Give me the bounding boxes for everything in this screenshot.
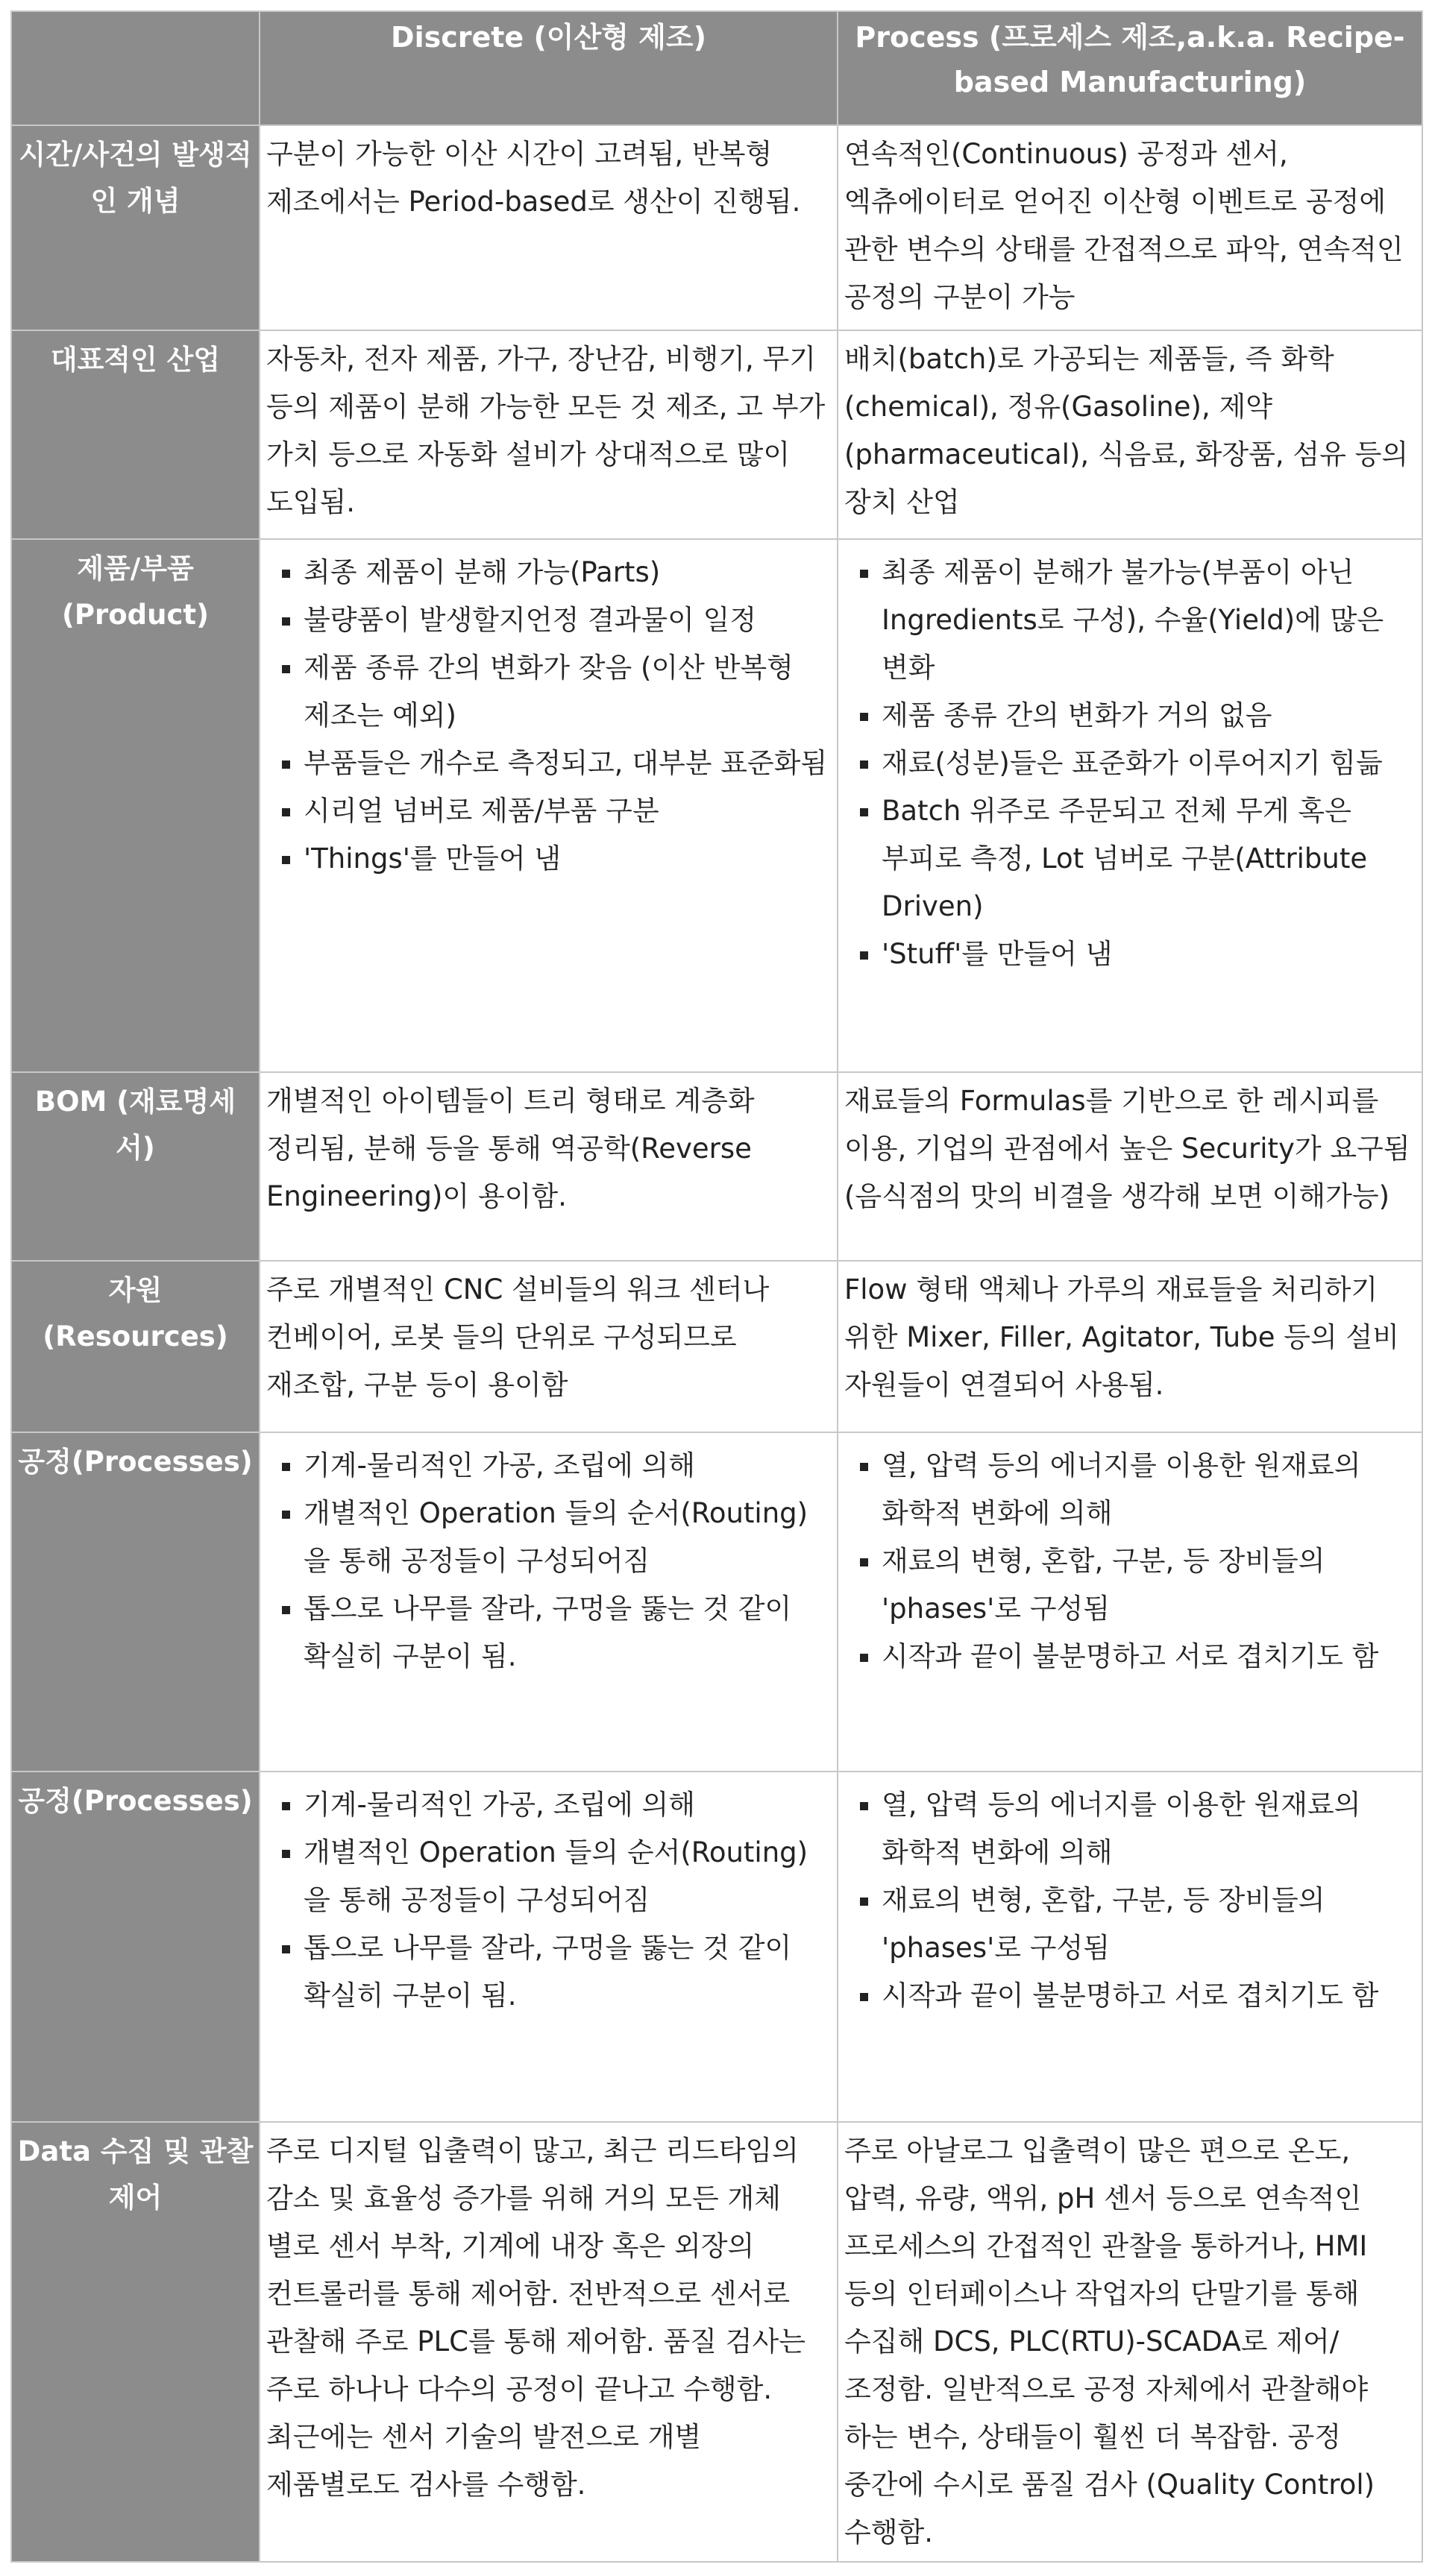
row-label: 자원(Resources) (11, 1261, 260, 1432)
row-label: 공정(Processes) (11, 1772, 260, 2122)
list-item: ▪ 재료의 변형, 혼합, 구분, 등 장비들의 'phases'로 구성됨 (882, 1537, 1416, 1633)
bullet-list (844, 1781, 1416, 2020)
process-cell: 연속적인(Continuous) 공정과 센서, 엑츄에이터로 얻어진 이산형 이벤트로 공정에 관한 변수의 상태를 간접적으로 파악, 연속적인 공정의 구분이 가능 (838, 125, 1422, 330)
list-item: ▪ 개별적인 Operation 들의 순서(Routing)을 통해 공정들이 구성되어짐 (304, 1829, 831, 1924)
list-item: ▪ 톱으로 나무를 잘라, 구멍을 뚫는 것 같이 확실히 구분이 됨. (304, 1924, 831, 2020)
bullet-list (844, 1442, 1416, 1681)
discrete-cell (260, 1772, 838, 2122)
list-item: ▪ 불량품이 발생할지언정 결과물이 일정 (304, 596, 831, 644)
row-label: 제품/부품 (Product) (11, 539, 260, 1072)
header-row (11, 11, 1422, 125)
list-item: ▪ 열, 압력 등의 에너지를 이용한 원재료의 화학적 변화에 의해 (882, 1442, 1416, 1537)
list-item: ▪ 기계-물리적인 가공, 조립에 의해 (304, 1781, 831, 1829)
discrete-cell (260, 539, 838, 1072)
discrete-cell: 개별적인 아이템들이 트리 형태로 계층화 정리됨, 분해 등을 통해 역공학(Reverse Engineering)이 용이함. (260, 1072, 838, 1261)
list-item: ▪ 최종 제품이 분해가 불가능(부품이 아닌 Ingredients로 구성), 수율(Yield)에 많은 변화 (882, 549, 1416, 692)
table-row (11, 539, 1422, 1072)
list-item: ▪ 제품 종류 간의 변화가 잦음 (이산 반복형 제조는 예외) (304, 644, 831, 740)
header-corner (11, 11, 260, 125)
row-label: 대표적인 산업 (11, 330, 260, 539)
list-item: ▪ 제품 종류 간의 변화가 거의 없음 (882, 692, 1416, 740)
table-row (11, 1072, 1422, 1261)
list-item: ▪ 기계-물리적인 가공, 조립에 의해 (304, 1442, 831, 1490)
row-label: Data 수집 및 관찰 제어 (11, 2122, 260, 2562)
header-discrete: Discrete (이산형 제조) (260, 11, 838, 125)
process-cell: 재료들의 Formulas를 기반으로 한 레시피를 이용, 기업의 관점에서 높은 Security가 요구됨(음식점의 맛의 비결을 생각해 보면 이해가능) (838, 1072, 1422, 1261)
table-row (11, 330, 1422, 539)
process-cell (838, 1432, 1422, 1772)
list-item: ▪ 최종 제품이 분해 가능(Parts) (304, 549, 831, 596)
discrete-cell: 주로 개별적인 CNC 설비들의 워크 센터나 컨베이어, 로봇 들의 단위로 구성되므로 재조합, 구분 등이 용이함 (260, 1261, 838, 1432)
discrete-cell: 주로 디지털 입출력이 많고, 최근 리드타임의 감소 및 효율성 증가를 위해 거의 모든 개체 별로 센서 부착, 기계에 내장 혹은 외장의 컨트롤러를 통해 제어함. 전반적으로 센서로 관찰해 주로 PLC를 통해 제어함. 품질 검사는 주로 하나나 다수의 공정이 끝나고 수행함. 최근에는 센서 기술의 발전으로 개별 제품별로도 검사를 수행함. (260, 2122, 838, 2562)
list-item: ▪ 재료의 변형, 혼합, 구분, 등 장비들의 'phases'로 구성됨 (882, 1877, 1416, 1972)
list-item: ▪ Batch 위주로 주문되고 전체 무게 혹은 부피로 측정, Lot 넘버로 구분(Attribute Driven) (882, 787, 1416, 930)
row-label: BOM (재료명세서) (11, 1072, 260, 1261)
bullet-list (266, 1442, 831, 1681)
process-cell: 배치(batch)로 가공되는 제품들, 즉 화학(chemical), 정유(Gasoline), 제약(pharmaceutical), 식음료, 화장품, 섬유 등의 장치 산업 (838, 330, 1422, 539)
list-item: ▪ 시리얼 넘버로 제품/부품 구분 (304, 787, 831, 835)
list-item: ▪ 열, 압력 등의 에너지를 이용한 원재료의 화학적 변화에 의해 (882, 1781, 1416, 1877)
bullet-list (266, 1781, 831, 2020)
row-label: 공정(Processes) (11, 1432, 260, 1772)
process-cell: 주로 아날로그 입출력이 많은 편으로 온도, 압력, 유량, 액위, pH 센서 등으로 연속적인 프로세스의 간접적인 관찰을 통하거나, HMI 등의 인터페이스나 작업자의 단말기를 통해 수집해 DCS, PLC(RTU)-SCADA로 제어/조정함. 일반적으로 공정 자체에서 관찰해야 하는 변수, 상태들이 훨씬 더 복잡함. 공정 중간에 수시로 품질 검사 (Quality Control) 수행함. (838, 2122, 1422, 2562)
list-item: ▪ 시작과 끝이 불분명하고 서로 겹치기도 함 (882, 1972, 1416, 2020)
process-cell (838, 1772, 1422, 2122)
bullet-list (266, 549, 831, 883)
process-cell: Flow 형태 액체나 가루의 재료들을 처리하기 위한 Mixer, Filler, Agitator, Tube 등의 설비 자원들이 연결되어 사용됨. (838, 1261, 1422, 1432)
list-item: ▪ 'Stuff'를 만들어 냄 (882, 930, 1416, 978)
row-label: 시간/사건의 발생적인 개념 (11, 125, 260, 330)
table-row (11, 1432, 1422, 1772)
discrete-cell: 자동차, 전자 제품, 가구, 장난감, 비행기, 무기 등의 제품이 분해 가능한 모든 것 제조, 고 부가 가치 등으로 자동화 설비가 상대적으로 많이 도입됨. (260, 330, 838, 539)
list-item: ▪ 개별적인 Operation 들의 순서(Routing)을 통해 공정들이 구성되어짐 (304, 1490, 831, 1585)
list-item: ▪ 톱으로 나무를 잘라, 구멍을 뚫는 것 같이 확실히 구분이 됨. (304, 1585, 831, 1681)
table-row (11, 2122, 1422, 2562)
process-cell (838, 539, 1422, 1072)
header-process: Process (프로세스 제조,a.k.a. Recipe-based Manufacturing) (838, 11, 1422, 125)
list-item: ▪ 'Things'를 만들어 냄 (304, 835, 831, 883)
table-row (11, 1772, 1422, 2122)
list-item: ▪ 재료(성분)들은 표준화가 이루어지기 힘듦 (882, 740, 1416, 787)
table-row (11, 125, 1422, 330)
discrete-cell (260, 1432, 838, 1772)
discrete-cell: 구분이 가능한 이산 시간이 고려됨, 반복형 제조에서는 Period-based로 생산이 진행됨. (260, 125, 838, 330)
table-row (11, 1261, 1422, 1432)
bullet-list (844, 549, 1416, 978)
list-item: ▪ 시작과 끝이 불분명하고 서로 겹치기도 함 (882, 1633, 1416, 1681)
comparison-table (10, 10, 1423, 2563)
list-item: ▪ 부품들은 개수로 측정되고, 대부분 표준화됨 (304, 740, 831, 787)
